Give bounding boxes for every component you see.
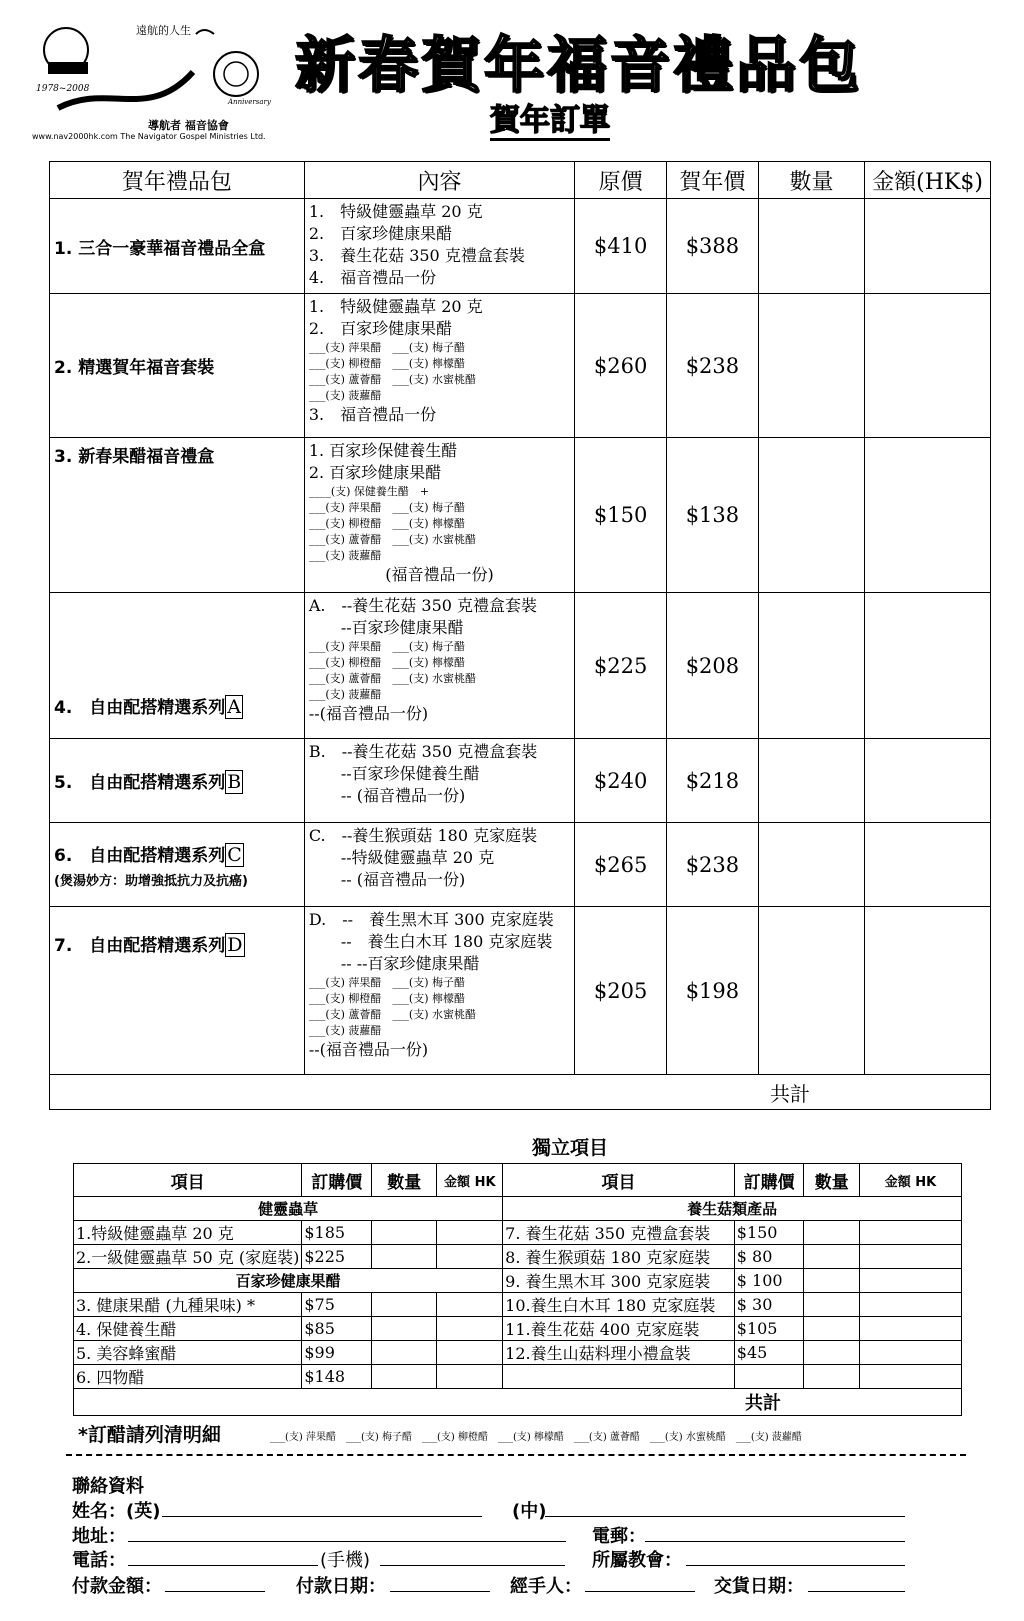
amount-field[interactable] — [437, 1341, 503, 1365]
category-label: 健靈蟲草 — [74, 1197, 503, 1221]
phone-field[interactable] — [128, 1547, 318, 1566]
table-row — [74, 1317, 962, 1341]
series-box-label: C — [227, 843, 242, 866]
table-row — [74, 1341, 962, 1365]
quantity-field[interactable] — [372, 1341, 437, 1365]
header-quantity: 數量 — [372, 1164, 437, 1197]
amount-field[interactable] — [437, 1293, 503, 1317]
table-row — [74, 1221, 962, 1245]
package-name: 2. 精選賀年福音套裝 — [50, 294, 305, 438]
quantity-field[interactable] — [758, 294, 864, 438]
item-name: 9. 養生黑木耳 300 克家庭裝 — [503, 1269, 735, 1293]
item-price: $105 — [734, 1317, 804, 1341]
original-price: $260 — [575, 294, 667, 438]
header-order-price: 訂購價 — [302, 1164, 372, 1197]
logo-anniversary: Anniversary — [228, 98, 271, 106]
package-content: B. --養生花菇 350 克禮盒套裝 --百家珍保健養生醋 -- (福音禮品一份) — [304, 739, 574, 823]
item-price: $99 — [302, 1341, 372, 1365]
table-row — [74, 1269, 962, 1293]
table-row — [50, 593, 991, 739]
header-item: 項目 — [74, 1164, 302, 1197]
cut-line-divider — [66, 1454, 966, 1456]
header-quantity: 數量 — [804, 1164, 860, 1197]
name-zh-label: (中) — [512, 1501, 547, 1522]
svg-text:遠航的人生: 遠航的人生 — [136, 24, 191, 37]
category-label: 養生菇類產品 — [503, 1197, 962, 1221]
original-price: $265 — [575, 823, 667, 907]
item-name: 7. 養生花菇 350 克禮盒套裝 — [503, 1221, 735, 1245]
amount-field[interactable] — [860, 1317, 962, 1341]
section-title: 獨立項目 — [532, 1137, 609, 1159]
original-price: $240 — [575, 739, 667, 823]
table-row — [50, 438, 991, 593]
quantity-field[interactable] — [758, 593, 864, 739]
package-content: D. -- 養生黑木耳 300 克家庭裝 -- 養生白木耳 180 克家庭裝 -- --百家珍健康果醋 ___(支) 萍果醋 ___(支) 梅子醋 ___(支) 柳橙醋 ___(支) 檸檬醋 ___(支) 蘆薈醋 ___(支) 水蜜桃醋 ___(支) 菠蘿醋 --(福音禮品一份) — [304, 907, 574, 1075]
item-name — [503, 1365, 735, 1389]
item-name: 8. 養生猴頭菇 180 克家庭裝 — [503, 1245, 735, 1269]
item-price — [734, 1365, 804, 1389]
quantity-field[interactable] — [804, 1365, 860, 1389]
name-en-label: 姓名：(英) — [72, 1501, 161, 1522]
header-original-price: 原價 — [575, 162, 667, 199]
item-name: 6. 四物醋 — [74, 1365, 302, 1389]
amount-field[interactable] — [860, 1293, 962, 1317]
header-content: 內容 — [304, 162, 574, 199]
logo-url: www.nav2000hk.com The Navigator Gospel Ministries Ltd. — [32, 132, 266, 141]
individual-items-header — [74, 1164, 962, 1197]
header-new-year-price: 賀年價 — [667, 162, 759, 199]
original-price: $410 — [575, 199, 667, 294]
table-row — [50, 907, 991, 1075]
quantity-field[interactable] — [372, 1317, 437, 1341]
table-row — [74, 1365, 962, 1389]
series-box-label: A — [227, 696, 242, 718]
package-name: 4. 自由配搭精選系列 A — [50, 593, 305, 739]
mobile-label: (手機) — [320, 1550, 371, 1571]
quantity-field[interactable] — [372, 1365, 437, 1389]
item-name: 11.養生花菇 400 克家庭裝 — [503, 1317, 735, 1341]
quantity-field[interactable] — [758, 739, 864, 823]
amount-field[interactable] — [437, 1245, 503, 1269]
item-price: $225 — [302, 1245, 372, 1269]
email-label: 電郵： — [592, 1526, 646, 1547]
original-price: $205 — [575, 907, 667, 1075]
package-name: 5. 自由配搭精選系列 B — [50, 739, 305, 823]
item-price: $75 — [302, 1293, 372, 1317]
item-price: $ 30 — [734, 1293, 804, 1317]
new-year-price: $198 — [667, 907, 759, 1075]
new-year-price: $218 — [667, 739, 759, 823]
package-name: 7. 自由配搭精選系列 D — [50, 907, 305, 1075]
new-year-price: $138 — [667, 438, 759, 593]
table-row — [74, 1197, 962, 1221]
quantity-field[interactable] — [804, 1269, 860, 1293]
item-name: 2.一級健靈蟲草 50 克 (家庭裝) — [74, 1245, 302, 1269]
item-name: 4. 保健養生醋 — [74, 1317, 302, 1341]
item-price: $148 — [302, 1365, 372, 1389]
new-year-price: $388 — [667, 199, 759, 294]
package-note: (煲湯妙方：助增強抵抗力及抗癌) — [54, 873, 248, 889]
item-price: $ 80 — [734, 1245, 804, 1269]
church-label: 所屬教會： — [592, 1550, 682, 1571]
amount-field[interactable] — [860, 1341, 962, 1365]
phone-label: 電話： — [72, 1550, 126, 1571]
quantity-field[interactable] — [758, 823, 864, 907]
item-price: $185 — [302, 1221, 372, 1245]
payment-date-label: 付款日期： — [296, 1576, 386, 1597]
header-quantity: 數量 — [758, 162, 864, 199]
package-content: 1. 百家珍保健養生醋 2. 百家珍健康果醋 ____(支) 保健養生醋 + ___(支) 萍果醋 ___(支) 梅子醋 ___(支) 柳橙醋 ___(支) 檸檬醋 ___(支) 蘆薈醋 ___(支) 水蜜桃醋 ___(支) 菠蘿醋 (福音禮品一份) — [304, 438, 574, 593]
package-name: 3. 新春果醋福音禮盒 — [50, 438, 305, 593]
vinegar-note-list[interactable]: ___(支) 萍果醋 ___(支) 梅子醋 ___(支) 柳橙醋 ___(支) 檸檬醋 ___(支) 蘆薈醋 ___(支) 水蜜桃醋 ___(支) 菠蘿醋 — [270, 1432, 802, 1443]
quantity-field[interactable] — [758, 907, 864, 1075]
amount-field[interactable] — [865, 294, 991, 438]
original-price: $150 — [575, 438, 667, 593]
amount-field[interactable] — [865, 593, 991, 739]
amount-field[interactable] — [860, 1269, 962, 1293]
quantity-field[interactable] — [804, 1245, 860, 1269]
header-amount: 金額(HK$) — [865, 162, 991, 199]
quantity-field[interactable] — [804, 1317, 860, 1341]
item-price: $150 — [734, 1221, 804, 1245]
package-name: 1. 三合一豪華福音禮品全盒 — [50, 199, 305, 294]
quantity-field[interactable] — [804, 1221, 860, 1245]
amount-field[interactable] — [865, 438, 991, 593]
item-name: 1.特級健靈蟲草 20 克 — [74, 1221, 302, 1245]
item-name: 12.養生山菇料理小禮盒裝 — [503, 1341, 735, 1365]
address-label: 地址： — [72, 1526, 126, 1547]
total-label: 共計 — [50, 1075, 991, 1110]
page-title: 新春賀年福音禮品包 — [295, 31, 862, 101]
quantity-field[interactable] — [804, 1341, 860, 1365]
amount-field[interactable] — [865, 823, 991, 907]
header-item: 項目 — [503, 1164, 735, 1197]
order-table-header — [50, 162, 991, 199]
quantity-field[interactable] — [372, 1293, 437, 1317]
organization-logo — [28, 12, 278, 144]
package-content: C. --養生猴頭菇 180 克家庭裝 --特級健靈蟲草 20 克 -- (福音禮品一份) — [304, 823, 574, 907]
mobile-field[interactable] — [380, 1547, 565, 1566]
quantity-field[interactable] — [372, 1221, 437, 1245]
name-en-field[interactable] — [162, 1498, 482, 1517]
handler-field[interactable] — [585, 1573, 695, 1592]
original-price: $225 — [575, 593, 667, 739]
amount-field[interactable] — [437, 1221, 503, 1245]
series-box-label: B — [227, 771, 242, 793]
contact-heading: 聯絡資料 — [72, 1476, 144, 1497]
amount-field[interactable] — [860, 1221, 962, 1245]
total-row — [74, 1389, 962, 1416]
payment-date-field[interactable] — [390, 1573, 490, 1592]
series-box-label: D — [227, 934, 243, 956]
table-row — [50, 739, 991, 823]
delivery-date-label: 交貨日期： — [714, 1576, 804, 1597]
logo-emblem-icon — [28, 12, 278, 127]
header-amount: 金額 HK — [860, 1164, 962, 1197]
amount-field[interactable] — [865, 907, 991, 1075]
category-label: 百家珍健康果醋 — [74, 1269, 503, 1293]
header-package: 賀年禮品包 — [50, 162, 305, 199]
total-label: 共計 — [74, 1389, 962, 1416]
delivery-date-field[interactable] — [808, 1573, 905, 1592]
header-order-price: 訂購價 — [734, 1164, 804, 1197]
page-subtitle: 賀年訂單 — [490, 104, 610, 141]
address-field[interactable] — [128, 1523, 566, 1542]
quantity-field[interactable] — [758, 438, 864, 593]
logo-org-name: 導航者 福音協會 — [148, 119, 229, 132]
payment-amount-field[interactable] — [165, 1573, 265, 1592]
individual-items-table — [73, 1163, 962, 1416]
table-row — [50, 823, 991, 907]
package-name: 6. 自由配搭精選系列 C (煲湯妙方：助增強抵抗力及抗癌) — [50, 823, 305, 907]
package-content: 1. 特級健靈蟲草 20 克 2. 百家珍健康果醋 3. 養生花菇 350 克禮盒套裝 4. 福音禮品一份 — [304, 199, 574, 294]
table-row — [50, 294, 991, 438]
logo-years: 1978~2008 — [36, 84, 90, 94]
amount-field[interactable] — [860, 1245, 962, 1269]
package-content: A. --養生花菇 350 克禮盒套裝 --百家珍健康果醋 ___(支) 萍果醋 ___(支) 梅子醋 ___(支) 柳橙醋 ___(支) 檸檬醋 ___(支) 蘆薈醋 ___(支) 水蜜桃醋 ___(支) 菠蘿醋 --(福音禮品一份) — [304, 593, 574, 739]
amount-field[interactable] — [437, 1317, 503, 1341]
quantity-field[interactable] — [372, 1245, 437, 1269]
total-row — [50, 1075, 991, 1110]
new-year-price: $238 — [667, 823, 759, 907]
quantity-field[interactable] — [758, 199, 864, 294]
item-name: 3. 健康果醋 (九種果味) * — [74, 1293, 302, 1317]
amount-field[interactable] — [865, 199, 991, 294]
table-row — [74, 1245, 962, 1269]
new-year-price: $208 — [667, 593, 759, 739]
amount-field[interactable] — [865, 739, 991, 823]
table-row — [74, 1293, 962, 1317]
email-field[interactable] — [645, 1523, 905, 1542]
item-name: 5. 美容蜂蜜醋 — [74, 1341, 302, 1365]
new-year-price: $238 — [667, 294, 759, 438]
package-content: 1. 特級健靈蟲草 20 克 2. 百家珍健康果醋 ___(支) 萍果醋 ___(支) 梅子醋 ___(支) 柳橙醋 ___(支) 檸檬醋 ___(支) 蘆薈醋 ___(支) 水蜜桃醋 ___(支) 菠蘿醋 3. 福音禮品一份 — [304, 294, 574, 438]
church-field[interactable] — [686, 1547, 905, 1566]
order-table — [49, 161, 991, 1110]
item-price: $85 — [302, 1317, 372, 1341]
amount-field[interactable] — [860, 1365, 962, 1389]
vinegar-note-label: *訂醋請列清明細 — [78, 1424, 221, 1446]
handler-label: 經手人： — [510, 1576, 582, 1597]
amount-field[interactable] — [437, 1365, 503, 1389]
table-row — [50, 199, 991, 294]
item-price: $ 100 — [734, 1269, 804, 1293]
header-amount: 金額 HK — [437, 1164, 503, 1197]
item-price: $45 — [734, 1341, 804, 1365]
item-name: 10.養生白木耳 180 克家庭裝 — [503, 1293, 735, 1317]
name-zh-field[interactable] — [545, 1498, 905, 1517]
payment-amount-label: 付款金額： — [72, 1576, 162, 1597]
quantity-field[interactable] — [804, 1293, 860, 1317]
